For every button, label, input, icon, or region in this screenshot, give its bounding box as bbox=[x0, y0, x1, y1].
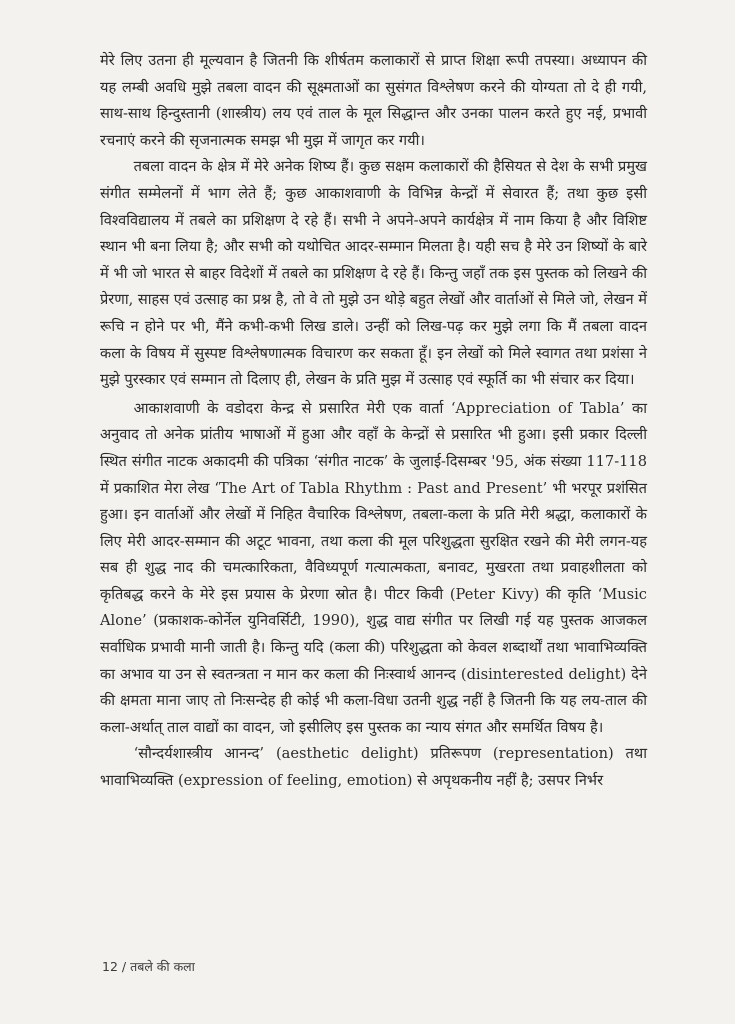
paragraph-1: मेरे लिए उतना ही मूल्यवान है जितनी कि शीर्षतम कलाकारों से प्राप्त शिक्षा रूपी तपस्या। अध्यापन की यह लम्बी अवधि मुझे तबला वादन की सूक्ष्मताओं का सुसंगत विश्लेषण करने की योग्यता तो दे ही गयी, साथ-साथ हिन्दुस्तानी (शास्त्रीय) लय एवं ताल के मूल सिद्धान्त और उनका पालन करते हुए नई, प्रभावी रचनाएं करने की सृजनात्मक समझ भी मुझ में जागृत कर गयी। bbox=[100, 52, 648, 149]
page-footer: 12 / तबले की कला bbox=[102, 959, 195, 974]
paragraph-2: तबला वादन के क्षेत्र में मेरे अनेक शिष्य हैं। कुछ सक्षम कलाकारों की हैसियत से देश के सभी प्रमुख संगीत सम्मेलनों में भाग लेते हैं; कुछ आकाशवाणी के विभिन्न केन्द्रों में सेवारत हैं; तथा कुछ इसी विश्वविद्यालय में तबले का प्रशिक्षण दे रहे हैं। सभी ने अपने-अपने कार्यक्षेत्र में नाम किया है और विशिष्ट स्थान भी बना लिया है; और सभी को यथोचित आदर-सम्मान मिलता है। यही सच है मेरे उन शिष्यों के बारे में भी जो भारत से बाहर विदेशों में तबले का प्रशिक्षण दे रहे हैं। किन्तु जहाँ तक इस पुस्तक को लिखने की प्रेरणा, साहस एवं उत्साह का प्रश्न है, तो वे तो मुझे उन थोड़े बहुत लेखों और वार्ताओं से मिले जो, लेखन में रूचि न होने पर भी, मैंने कभी-कभी लिख डाले। उन्हीं को लिख-पढ़ कर मुझे लगा कि मैं तबला वादन कला के विषय में सुस्पष्ट विश्लेषणात्मक विचारण कर सकता हूँ। इन लेखों को मिले स्वागत तथा प्रशंसा ने मुझे पुरस्कार एवं सम्मान तो दिलाए ही, लेखन के प्रति मुझ में उत्साह एवं स्फूर्ति का भी संचार कर दिया। bbox=[100, 158, 647, 389]
paragraph-4: ‘सौन्दर्यशास्त्रीय आनन्द’ (aesthetic delight) प्रतिरूपण (representation) तथा भावाभिव्यक्ति (expression of feeling, emotion) से अपृथकनीय नहीं है; उसपर निर्भर bbox=[100, 745, 647, 790]
paragraph-3: आकाशवाणी के वडोदरा केन्द्र से प्रसारित मेरी एक वार्ता ‘Appreciation of Tabla’ का अनुवाद तो अनेक प्रांतीय भाषाओं में हुआ और वहाँ के केन्द्रों से प्रसारित भी हुआ। इसी प्रकार दिल्ली स्थित संगीत नाटक अकादमी की पत्रिका ‘संगीत नाटक’ के जुलाई-दिसम्बर '95, अंक संख्या 117-118 में प्रकाशित मेरा लेख ‘The Art of Tabla Rhythm : Past and Present’ भी भरपूर प्रशंसित हुआ। इन वार्ताओं और लेखों में निहित वैचारिक विश्लेषण, तबला-कला के प्रति मेरी श्रद्धा, कलाकारों के लिए मेरी आदर-सम्मान की अटूट भावना, तथा कला की मूल परिशुद्धता सुरक्षित रखने की मेरी लगन-यह सब ही शुद्ध नाद की चमत्कारिकता, वैविध्यपूर्ण गत्यात्मकता, बनावट, मुखरता तथा प्रवाहशीलता को कृतिबद्ध करने के मेरे इस प्रयास के प्रेरणा स्रोत है। पीटर किवी (Peter Kivy) की कृति ‘Music Alone’ (प्रकाशक-कोर्नेल युनिवर्सिटी, 1990), शुद्ध वाद्य संगीत पर लिखी गई यह पुस्तक आजकल सर्वाधिक प्रभावी मानी जाती है। किन्तु यदि (कला की) परिशुद्धता को केवल शब्दार्थों तथा भावाभिव्यक्ति का अभाव या उन से स्वतन्त्रता न मान कर कला की निःस्वार्थ आनन्द (disinterested delight) देने की क्षमता माना जाए तो निःसन्देह ही कोई भी कला-विधा उतनी शुद्ध नहीं है जितनी कि यह लय-ताल की कला-अर्थात् ताल वाद्यों का वादन, जो इसीलिए इस पुस्तक का न्याय संगत और समर्थित विषय है। bbox=[100, 399, 647, 736]
